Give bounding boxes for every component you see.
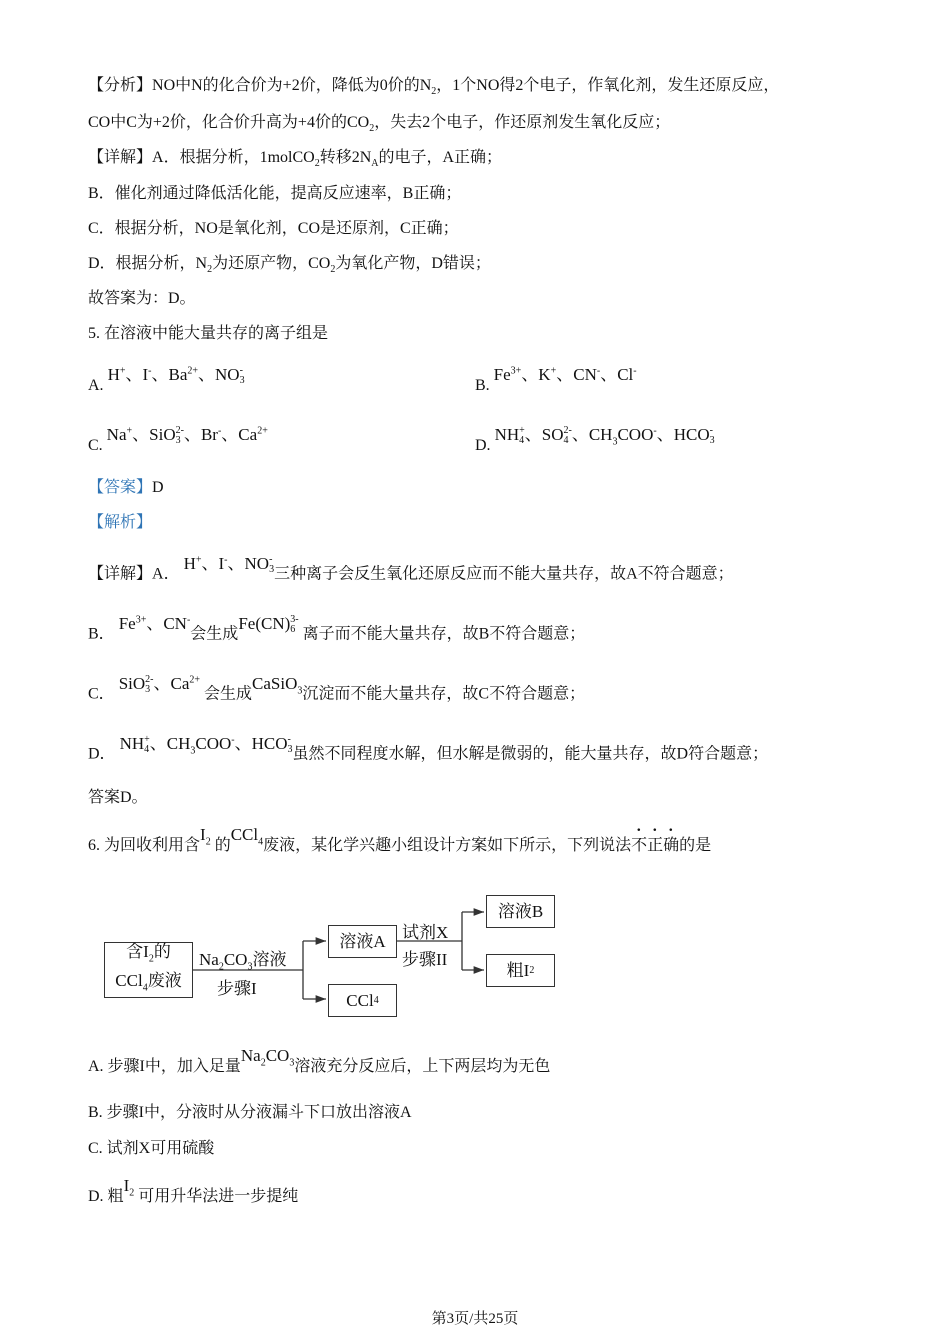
box-ccl4: CCl 4 <box>328 984 397 1017</box>
detail-text: 会生成 <box>190 625 239 643</box>
box-label: 含$I_2$的 <box>126 941 171 964</box>
formula: NH + 4 、$CH_3COO^-$、HCO - 3 <box>119 733 293 757</box>
detail-letter: C． <box>88 685 115 703</box>
analysis-line-2: CO中C为+2价，化合价升高为+4价的$CO_2$，失去2个电子，作还原剂发生氧化反应； <box>88 114 671 135</box>
formula: $I_2$ <box>200 825 211 848</box>
detail-text: 虽然不同程度水解，但水解是微弱的，能大量共存，故D符合题意； <box>292 745 769 763</box>
formula: $I_2$ <box>123 1176 135 1199</box>
box-solution-a: 溶液A <box>328 925 397 958</box>
detail-text: 会生成 <box>204 685 253 703</box>
q6-option-b: B. 步骤I中，分液时从分液漏斗下口放出溶液A <box>88 1104 412 1121</box>
detail4-answer: 故答案为：D。 <box>88 290 196 307</box>
detail-tag: 【详解】 <box>88 149 153 166</box>
option-text: A. 步骤I中，加入足量 <box>88 1058 241 1075</box>
detail-text: A．根据分析，1molCO$_2$转移$2N_A$的电子，A正确； <box>152 149 503 170</box>
formula: H+、I-、NO - 3 <box>183 553 275 575</box>
formula: CaSiO$_3$ <box>252 673 303 697</box>
option-text: D. 粗 <box>88 1188 124 1205</box>
q5-final: 答案D。 <box>88 789 148 806</box>
q5-stem: 5. 在溶液中能大量共存的离子组是 <box>88 325 329 342</box>
box-waste-liquid <box>104 942 193 998</box>
option-text: 溶液充分反应后，上下两层均为无色 <box>294 1058 551 1075</box>
option-ions: $Fe^{3+}$、K+、CN-、Cl- <box>493 365 637 384</box>
analysis-text: NO中N的化合价为+2价，降低为0价的$N_2$，1个NO得2个电子，作氧化剂，发生还原反应， <box>152 77 780 98</box>
emphasis-char: 不 <box>631 837 648 854</box>
stem-text: 废液，某化学兴趣小组设计方案如下所示，下列说法 <box>263 837 632 854</box>
option-ions: Na+、SiO 2- 3 、Br-、$Ca^{2+}$ <box>106 425 268 447</box>
option-letter: A. <box>88 377 104 394</box>
detail-letter: B． <box>88 625 115 643</box>
stem-text: 6. 为回收利用含 <box>88 837 201 854</box>
option-ions: H+、I-、$Ba^{2+}$、NO - 3 <box>107 365 245 387</box>
detail4-d: D．根据分析，$N_2$为还原产物，$CO_2$为氧化产物，D错误； <box>88 255 491 276</box>
box-label: CCl$_4$废液 <box>115 971 182 994</box>
stem-text: 的是 <box>679 837 712 854</box>
q6-option-c: C. 试剂X可用硫酸 <box>88 1140 215 1157</box>
page-footer: 第3页/共25页 <box>431 1311 519 1327</box>
q5-explain-tag: 【解析】 <box>88 514 153 531</box>
option-text: 可用升华法进一步提纯 <box>138 1188 299 1205</box>
reagent-2-label: 试剂X <box>402 923 449 942</box>
option-letter: D. <box>475 437 491 454</box>
detail-text: 沉淀而不能大量共存，故C不符合题意； <box>302 685 586 703</box>
formula: $Na_2CO_3$ <box>240 1046 295 1069</box>
emphasis-char: 正 <box>647 837 664 854</box>
answer-tag: 【答案】 <box>88 479 153 496</box>
step-1-label: 步骤I <box>217 979 257 998</box>
option-letter: C. <box>88 437 103 454</box>
option-letter: B. <box>475 377 490 394</box>
formula: Fe(CN) 3- 6 <box>238 613 299 635</box>
formula: CCl$_4$ <box>230 825 264 848</box>
emphasis-char: 确 <box>663 837 680 854</box>
formula: $Fe^{3+}$、CN- <box>118 613 191 633</box>
q6-option-a <box>88 1046 551 1083</box>
detail-letter: A． <box>152 565 180 583</box>
answer-value: D <box>152 479 164 496</box>
box-crude-iodine: 粗I 2 <box>486 954 555 987</box>
box-solution-b: 溶液B <box>486 895 555 928</box>
detail-text: 三种离子会反生氧化还原反应而不能大量共存，故A不符合题意； <box>274 565 734 583</box>
stem-text: 的 <box>214 837 231 854</box>
formula: SiO 2- 3 、$Ca^{2+}$ <box>118 673 201 695</box>
detail-tag: 【详解】 <box>88 565 153 583</box>
step-2-label: 步骤II <box>402 950 448 969</box>
analysis-tag: 【分析】 <box>88 77 153 94</box>
detail-text: 离子而不能大量共存，故B不符合题意； <box>302 625 586 643</box>
detail4-c: C．根据分析，NO是氧化剂，CO是还原剂，C正确； <box>88 220 459 237</box>
detail-letter: D． <box>88 745 116 763</box>
option-ions: NH + 4 、SO 2- 4 、$CH_3COO^-$、HCO - 3 <box>494 425 715 448</box>
detail4-b: B．催化剂通过降低活化能，提高反应速率，B正确； <box>88 185 462 202</box>
q6-option-d <box>88 1176 299 1213</box>
reagent-1-label: $Na_2CO_3$溶液 <box>199 950 287 973</box>
